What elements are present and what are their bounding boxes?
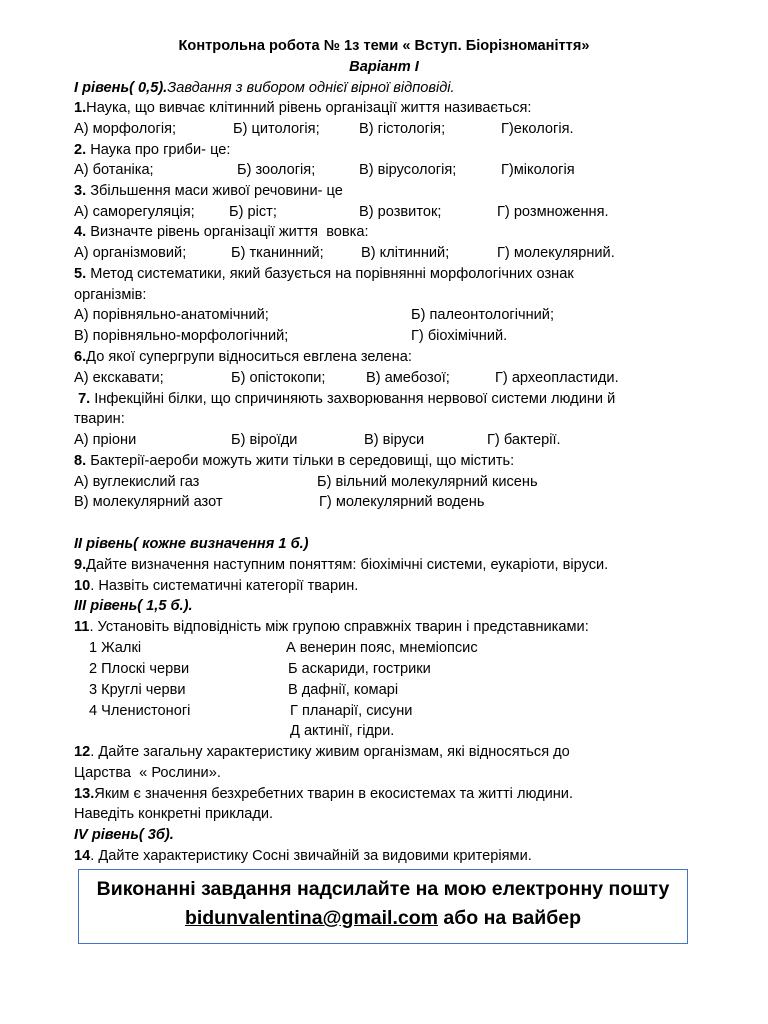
match-right-item: А венерин пояс, мнеміопсис (286, 640, 478, 656)
answer: Г) розмноження. (497, 204, 609, 220)
question-number: 3. (74, 183, 87, 199)
answer: В) віруси (364, 432, 425, 448)
question-5-cont: організмів: (74, 287, 147, 303)
answer: Г) археопластиди. (495, 370, 619, 386)
level1-instruction: Завдання з вибором однієї вірної відповіді. (167, 80, 455, 96)
question-number: 2. (74, 142, 87, 158)
answer: Г) бактерії. (487, 432, 561, 448)
answer: В) амебозої; (366, 370, 450, 386)
question-8 (74, 452, 514, 470)
question-2 (74, 141, 230, 159)
notice-line-1: Виконанні завдання надсилайте на мою електронну пошту (96, 878, 670, 900)
match-right-item: Д актинії, гідри. (290, 723, 395, 739)
answer: Г)екологія. (501, 121, 574, 137)
question-number: 10 (74, 578, 91, 594)
notice-suffix: або на вайбер (438, 907, 582, 929)
answer: Б) ріст; (229, 204, 277, 220)
question-number: 5. (74, 266, 87, 282)
question-text: Метод систематики, який базується на порівнянні морфологічних ознак (86, 266, 574, 282)
answer: Б) тканинний; (231, 245, 324, 261)
question-text: . Назвіть систематичні категорії тварин. (90, 578, 359, 594)
question-text: Наука, що вивчає клітинний рівень організації життя називається: (86, 100, 532, 116)
question-4 (74, 223, 369, 241)
level3-heading: III рівень( 1,5 б.). (74, 598, 193, 614)
question-13-cont: Наведіть конкретні приклади. (74, 806, 274, 822)
question-text: . Установіть відповідність між групою справжніх тварин і представниками: (89, 619, 589, 635)
page-title: Контрольна робота № 1з теми « Вступ. Біорізноманіття» (178, 38, 590, 54)
level4-heading: IV рівень( 3б). (74, 827, 174, 843)
answer: Г) молекулярний. (497, 245, 615, 261)
answer: Б) цитологія; (233, 121, 320, 137)
answer: А) порівняльно-анатомічний; (74, 307, 269, 323)
question-12-cont: Царства « Рослини». (74, 765, 221, 781)
question-text: До якої супергрупи відноситься евглена зелена: (86, 349, 412, 365)
match-right-item: Б аскариди, гострики (288, 661, 431, 677)
level1-label: I рівень( 0,5). (74, 80, 168, 96)
answer: В) вірусологія; (359, 162, 457, 178)
question-number: 11 (74, 619, 90, 635)
answer: В) гістологія; (359, 121, 446, 137)
question-number: 1. (74, 100, 87, 116)
question-14 (74, 847, 532, 865)
answer: Г) біохімічний. (411, 328, 508, 344)
email-link[interactable]: bidunvalentina@gmail.com (184, 907, 438, 929)
question-13 (74, 785, 573, 803)
match-left-item: 4 Членистоногі (89, 703, 191, 719)
answer: А) ботаніка; (74, 162, 154, 178)
question-number: 12 (74, 744, 91, 760)
answer: В) молекулярний азот (74, 494, 223, 510)
level2-heading: II рівень( кожне визначення 1 б.) (74, 536, 309, 552)
question-text: . Дайте загальну характеристику живим організмам, які відносяться до (90, 744, 570, 760)
question-12 (74, 743, 570, 761)
question-7 (74, 390, 615, 408)
question-6 (74, 348, 412, 366)
question-number: 9. (74, 557, 87, 573)
question-text: Визначте рівень організації життя вовка: (86, 224, 369, 240)
answer: В) клітинний; (361, 245, 450, 261)
question-3 (74, 182, 343, 200)
question-7-cont: тварин: (74, 411, 125, 427)
question-text: Збільшення маси живої речовини- це (86, 183, 343, 199)
question-number: 4. (74, 224, 87, 240)
question-10 (74, 577, 358, 595)
answer: Б) вільний молекулярний кисень (317, 474, 538, 490)
question-text: . Дайте характеристику Сосні звичайній за видовими критеріями. (90, 848, 532, 864)
question-text: Яким є значення безхребетних тварин в екосистемах та житті людини. (94, 786, 574, 802)
question-number: 7. (78, 391, 91, 407)
answer: Б) зоологія; (237, 162, 316, 178)
answer: А) організмовий; (74, 245, 187, 261)
answer: А) вуглекислий газ (74, 474, 200, 490)
answer: А) морфологія; (74, 121, 177, 137)
question-text: Інфекційні білки, що спричиняють захворювання нервової системи людини й (90, 391, 616, 407)
match-left-item: 2 Плоскі черви (89, 661, 190, 677)
question-11 (74, 618, 589, 636)
question-number: 14 (74, 848, 91, 864)
answer: Б) палеонтологічний; (411, 307, 555, 323)
question-number: 6. (74, 349, 87, 365)
answer: А) пріони (74, 432, 137, 448)
question-number: 13. (74, 786, 95, 802)
question-1 (74, 99, 532, 117)
answer: Б) віроїди (231, 432, 298, 448)
answer: А) екскавати; (74, 370, 164, 386)
question-text: Бактерії-аероби можуть жити тільки в середовищі, що містить: (86, 453, 515, 469)
question-number: 8. (74, 453, 87, 469)
answer: В) розвиток; (359, 204, 442, 220)
level1-heading (74, 79, 455, 97)
answer: Г) молекулярний водень (319, 494, 485, 510)
answer: Г)мікологія (501, 162, 575, 178)
question-9 (74, 556, 608, 574)
variant-title: Варіант I (349, 59, 419, 75)
match-left-item: 3 Круглі черви (89, 682, 186, 698)
question-5 (74, 265, 574, 283)
match-right-item: Г планарії, сисуни (290, 703, 413, 719)
question-text: Наука про гриби- це: (86, 142, 231, 158)
question-text: Дайте визначення наступним поняттям: біохімічні системи, еукаріоти, віруси. (86, 557, 609, 573)
match-right-item: В дафнії, комарі (288, 682, 399, 698)
submission-notice-box (78, 869, 688, 944)
answer: В) порівняльно-морфологічний; (74, 328, 289, 344)
answer: А) саморегуляція; (74, 204, 195, 220)
match-left-item: 1 Жалкі (89, 640, 142, 656)
notice-line-2 (79, 904, 687, 933)
answer: Б) опістокопи; (231, 370, 326, 386)
